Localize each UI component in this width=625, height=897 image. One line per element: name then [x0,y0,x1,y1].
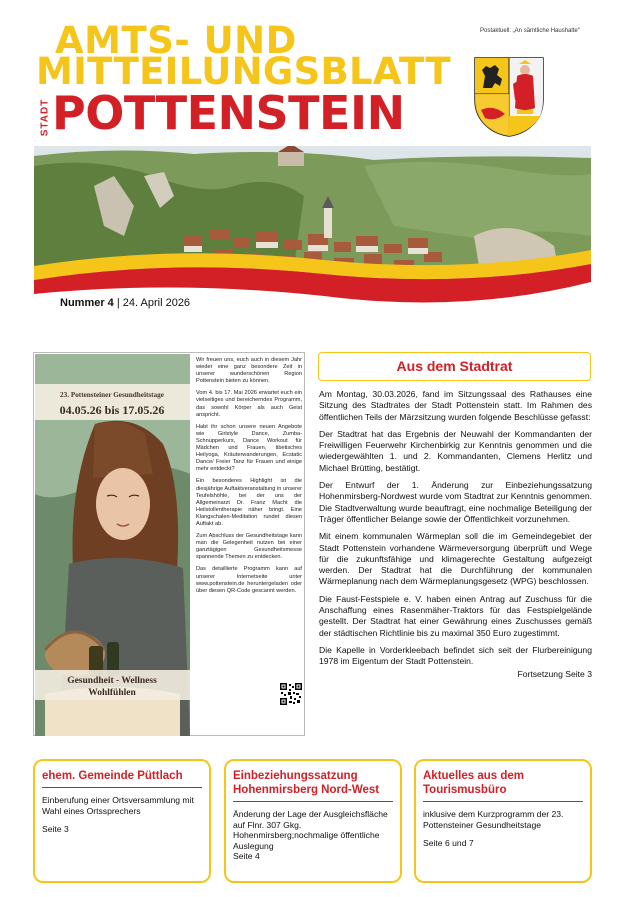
ad-footer-line-1: Gesundheit - Wellness [67,676,157,686]
ad-body [196,357,302,600]
ad-paragraph: Vom 4. bis 17. Mai 2026 erwartet euch ein vielseitiges und bereicherndes Programm, das sowohl Körper als auch Geist anspricht. [196,390,302,418]
coat-of-arms-icon [473,56,545,138]
ad-paragraph: Zum Abschluss der Gesundheitstage kann man die Gelegenheit nutzen bei einer ganztägigen Gesundheitsmesse spannende Themen zu entdecken. [196,533,302,561]
title-line-2: MITTEILUNGSBLATT [36,50,451,93]
issue-date: 24. April 2026 [122,297,191,309]
article-paragraph: Am Montag, 30.03.2026, fand im Sitzungssaal des Rathauses eine Sitzung des Stadtrates der Stadt Pottenstein statt. Im Rahmen des öffentlichen Teils der Märzsitzung wurden folgende Beschlüsse gefasst: [319,389,592,422]
article-paragraph: Mit einem kommunalen Wärmeplan soll die im Gemeindegebiet der Stadt Pottenstein vorhandene Wärmeversorgung überprüft und Wege für die zukunftsfähige und klimagerechte Gestaltung aufgezeigt werden. Der Stadtrat hat die Durchführung der kommunalen Wärmeplanung nach dem Wärmeplanungsgesetz (WPG) beschlossen. [319,531,592,587]
ad-image [35,354,190,736]
qr-code-icon[interactable] [280,683,302,705]
article-paragraph: Der Stadtrat hat das Ergebnis der Neuwahl der Kommandanten der Freiwilligen Feuerwehr Kirchenbirkig zur Kenntnis genommen und die wiedergewählten 1. und 2. Kommandanten, Clemens Herlitz und Michael Brütting, bestätigt. [319,428,592,473]
teaser-text: Einberufung einer Ortsversammlung mit Wahl eines Ortssprechers [42,795,194,816]
town-panorama-image [34,146,591,316]
ad-paragraph: Das detaillierte Programm kann auf unserer Internetseite unter www.pottenstein.de heruntergeladen oder über diesen QR-Code gescannt werden. [196,566,302,594]
teaser-box-einbeziehungssatzung[interactable] [224,759,402,883]
postal-note: Postaktuell: „An sämtliche Haushalte“ [480,28,580,34]
issue-info [60,297,190,309]
stadtrat-article [319,389,592,686]
teaser-text: inklusive dem Kurzprogramm der 23. Pottensteiner Gesundheitstage [423,809,564,830]
ad-paragraph: Habt ihr schon unsere neuen Angebote wie Girlstyle Dance, Zumba-Schnupperkurs, Dance Workout für Mädchen und Frauen, tibetisches Heilyoga, Kräuterwanderungen, Ecstatic Dance/ Freier Tanz für Frauen und einige mehr entdeckt? [196,423,302,473]
teaser-title: Aktuelles aus dem Tourismusbüro [423,769,583,802]
article-paragraph: Die Kapelle in Vorderkleebach befindet sich seit der Flurbereinigung 1978 im Eigentum der Stadt Pottenstein. [319,644,592,667]
ad-banner-dates: 04.05.26 bis 17.05.26 [59,403,165,417]
stadtrat-heading-box [318,352,591,381]
ad-paragraph: Wir freuen uns, euch auch in diesem Jahr wieder eine ganz besondere Zeit in unserer wunderschönen Region Pottenstein bieten zu können. [196,357,302,385]
woman-with-herbs-image [35,354,190,736]
teaser-box-tourismus[interactable] [414,759,592,883]
health-days-ad [33,352,305,736]
teaser-title: ehem. Gemeinde Püttlach [42,769,202,788]
article-paragraph: Die Faust-Festspiele e. V. haben einen Antrag auf Zuschuss für die Anschaffung eines Rasenmäher-Traktors für das Festspielgelände gestellt. Der Stadtrat hat einer Gewährung eines Zuschusses gemäß der städtischen Richtlinie bis zu maximal 350 Euro zugestimmt. [319,593,592,638]
ad-banner-title: 23. Pottensteiner Gesundheitstage [60,391,164,399]
teaser-text: Änderung der Lage der Ausgleichsfläche auf Flnr. 307 Gkg. Hohenmirsberg;nochmalige öffentliche Auslegung [233,809,388,851]
article-paragraph: Der Entwurf der 1. Änderung zur Einbeziehungssatzung Hohenmirsberg-Nordwest wurde vom Stadtrat zur Kenntnis genommen. Die Stadtverwaltung wurde beauftragt, eine nochmalige Beteiligung der Träger öffentlicher Belange sowie der Öffentlichkeit vorzunehmen. [319,480,592,524]
stadt-label: STADT [39,98,51,137]
town-title: POTTENSTEIN [52,86,405,140]
title-line-1: AMTS- UND [55,19,297,62]
teaser-page: Seite 3 [42,824,69,835]
continued-note: Fortsetzung Seite 3 [517,668,592,679]
teaser-box-puettlach[interactable] [33,759,211,883]
stadtrat-heading: Aus dem Stadtrat [396,358,513,374]
teaser-title: Einbeziehungssatzung Hohenmirsberg Nord-West [233,769,393,802]
teaser-page: Seite 6 und 7 [423,838,474,849]
ad-paragraph: Ein besonderes Highlight ist die diesjährige Auftaktveranstaltung in unserer Teufelshöhle, bei der uns der Allgemeinarzt Dr. Franz Macht die Heilstollentherapie näher bringt. Eine Klangschalen-Meditation rundet diesen Auftakt ab. [196,478,302,527]
stadt-label-wrap [38,96,50,140]
ad-footer-line-2: Wohlfühlen [88,688,136,698]
issue-separator: | [113,297,123,309]
teaser-page: Seite 4 [233,851,260,862]
issue-number: Nummer 4 [60,297,114,309]
